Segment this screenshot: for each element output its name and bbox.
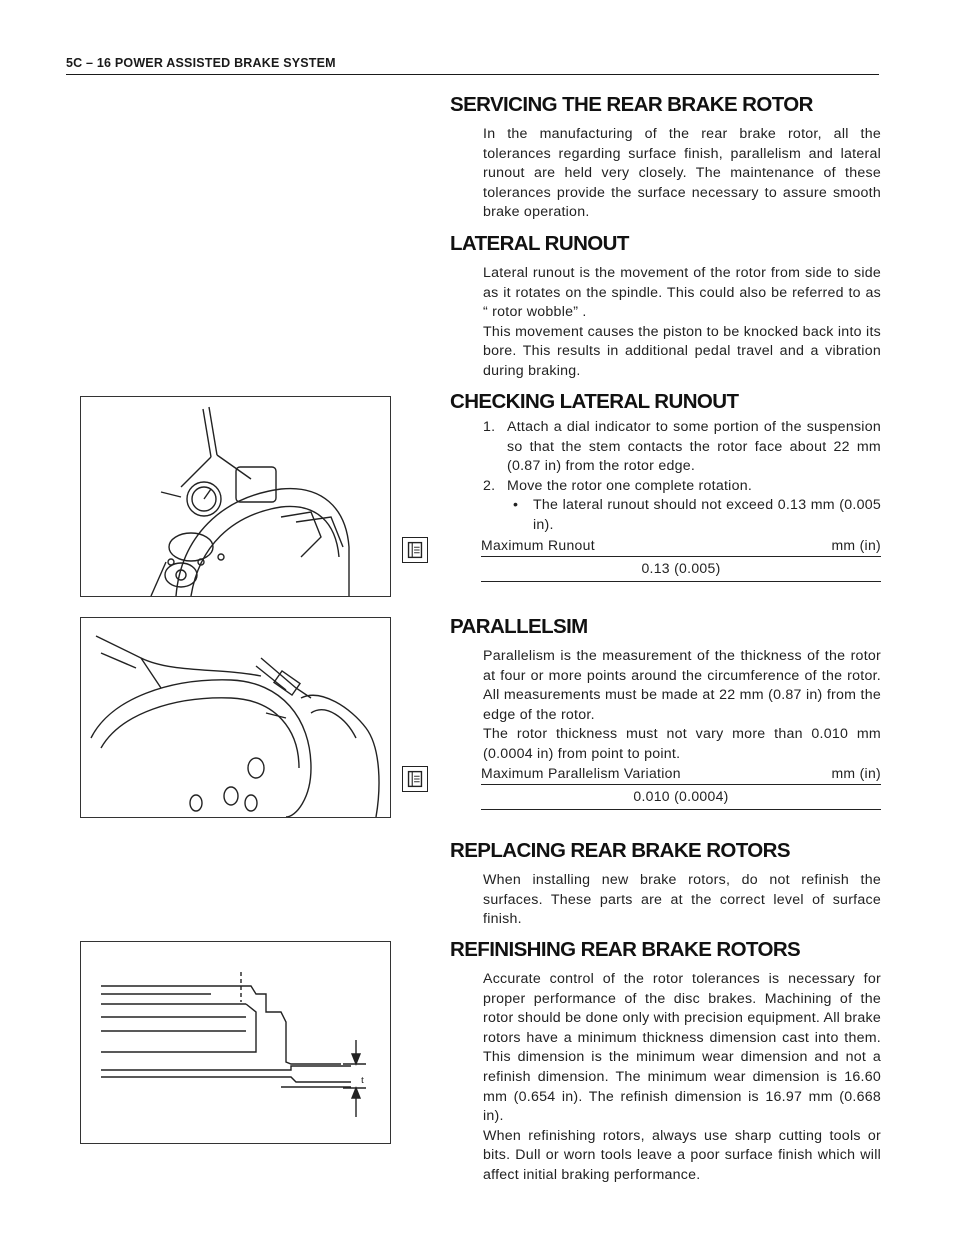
dial-indicator-icon — [81, 397, 390, 596]
figure-rotor-section — [80, 941, 391, 1144]
spec-unit: mm (in) — [831, 765, 881, 781]
spec-label: Maximum Parallelism Variation — [481, 765, 681, 781]
servicing-body — [483, 125, 881, 223]
checking-steps — [483, 418, 881, 496]
caliper-icon — [81, 618, 390, 817]
spec-table-runout — [481, 537, 881, 582]
lateral-paragraph-1: Lateral runout is the movement of the rotor from side to side as it rotates on the spindle. This could also be referred to as “ rotor wobble” . — [483, 265, 881, 321]
spec-table-parallelism — [481, 765, 881, 810]
step-number: 1. — [483, 419, 496, 435]
refinishing-body — [483, 970, 881, 1186]
heading-refinishing: REFINISHING REAR BRAKE ROTORS — [450, 938, 801, 961]
rotor-cross-section-icon — [81, 942, 390, 1143]
parallelism-paragraph-2: The rotor thickness must not vary more than 0.010 mm (0.0004 in) from point to point. — [483, 726, 881, 762]
bullet-dot: • — [513, 497, 519, 514]
spec-value-row: 0.13 (0.005) — [481, 557, 881, 582]
heading-replacing: REPLACING REAR BRAKE ROTORS — [450, 839, 790, 862]
servicing-paragraph: In the manufacturing of the rear brake rotor, all the tolerances regarding surface finish, parallelism and lateral runout are held very closely. The maintenance of these tolerances provide the surface necessary to assure smooth brake operation. — [483, 126, 881, 221]
lateral-paragraph-2: This movement causes the piston to be knocked back into its bore. This results in additional pedal travel and a vibration during braking. — [483, 323, 881, 379]
parallelism-paragraph-1: Parallelism is the measurement of the thickness of the rotor at four or more points around the circumference of the rotor. All measurements must be made at 22 mm (0.87 in) from the edge of the rotor. — [483, 648, 881, 723]
section-lateral-runout — [450, 232, 881, 382]
refinishing-paragraph-1: Accurate control of the rotor tolerances is necessary for proper performance of the disc brakes. Machining of the rotor should be done only with precision equipment. All brake rotors have a minimum thickness dimension cast into them. This dimension is the minimum wear dimension and not a refinish dimension. The minimum wear dimension is 16.60 mm (0.654 in). The refinish dimension is 16.97 mm (0.668 in). — [483, 971, 881, 1125]
spec-header-row — [481, 537, 881, 557]
bullet-text: The lateral runout should not exceed 0.13 mm (0.005 in). — [533, 497, 881, 533]
thickness-label: t — [361, 1074, 365, 1086]
step-text: Move the rotor one complete rotation. — [507, 477, 753, 494]
figure-dial-indicator — [80, 396, 391, 597]
spec-header-row — [481, 765, 881, 785]
refinishing-paragraph-2: When refinishing rotors, always use sharp cutting tools or bits. Dull or worn tools leave a poor surface finish which will affect initial braking performance. — [483, 1127, 881, 1183]
heading-servicing: SERVICING THE REAR BRAKE ROTOR — [450, 93, 813, 116]
step-text: Attach a dial indicator to some portion of the suspension so that the stem contacts the rotor face about 22 mm (0.87 in) from the rotor edge. — [507, 419, 881, 475]
spec-book-icon — [402, 766, 428, 792]
replacing-paragraph: When installing new brake rotors, do not refinish the surfaces. These parts are at the correct level of surface finish. — [483, 872, 881, 928]
spec-book-icon — [402, 537, 428, 563]
checking-bullet-wrap — [483, 496, 881, 535]
spec-label: Maximum Runout — [481, 537, 595, 553]
step-number: 2. — [483, 477, 496, 494]
heading-parallelism: PARALLELSIM — [450, 615, 588, 638]
checking-bullet — [483, 496, 881, 535]
checking-step-1 — [483, 418, 881, 477]
checking-step-2 — [483, 477, 881, 497]
page-header: 5C – 16 POWER ASSISTED BRAKE SYSTEM — [66, 56, 879, 75]
lateral-body — [483, 264, 881, 382]
parallelism-body — [483, 647, 881, 765]
heading-checking-runout: CHECKING LATERAL RUNOUT — [450, 390, 739, 413]
spec-value-row: 0.010 (0.0004) — [481, 785, 881, 810]
figure-caliper — [80, 617, 391, 818]
heading-lateral-runout: LATERAL RUNOUT — [450, 232, 629, 255]
spec-unit: mm (in) — [831, 537, 881, 553]
section-servicing — [450, 93, 881, 223]
replacing-body — [483, 871, 881, 930]
section-parallelism — [450, 615, 881, 765]
section-replacing — [450, 839, 881, 930]
section-checking-runout — [450, 390, 881, 536]
section-refinishing — [450, 938, 881, 1186]
